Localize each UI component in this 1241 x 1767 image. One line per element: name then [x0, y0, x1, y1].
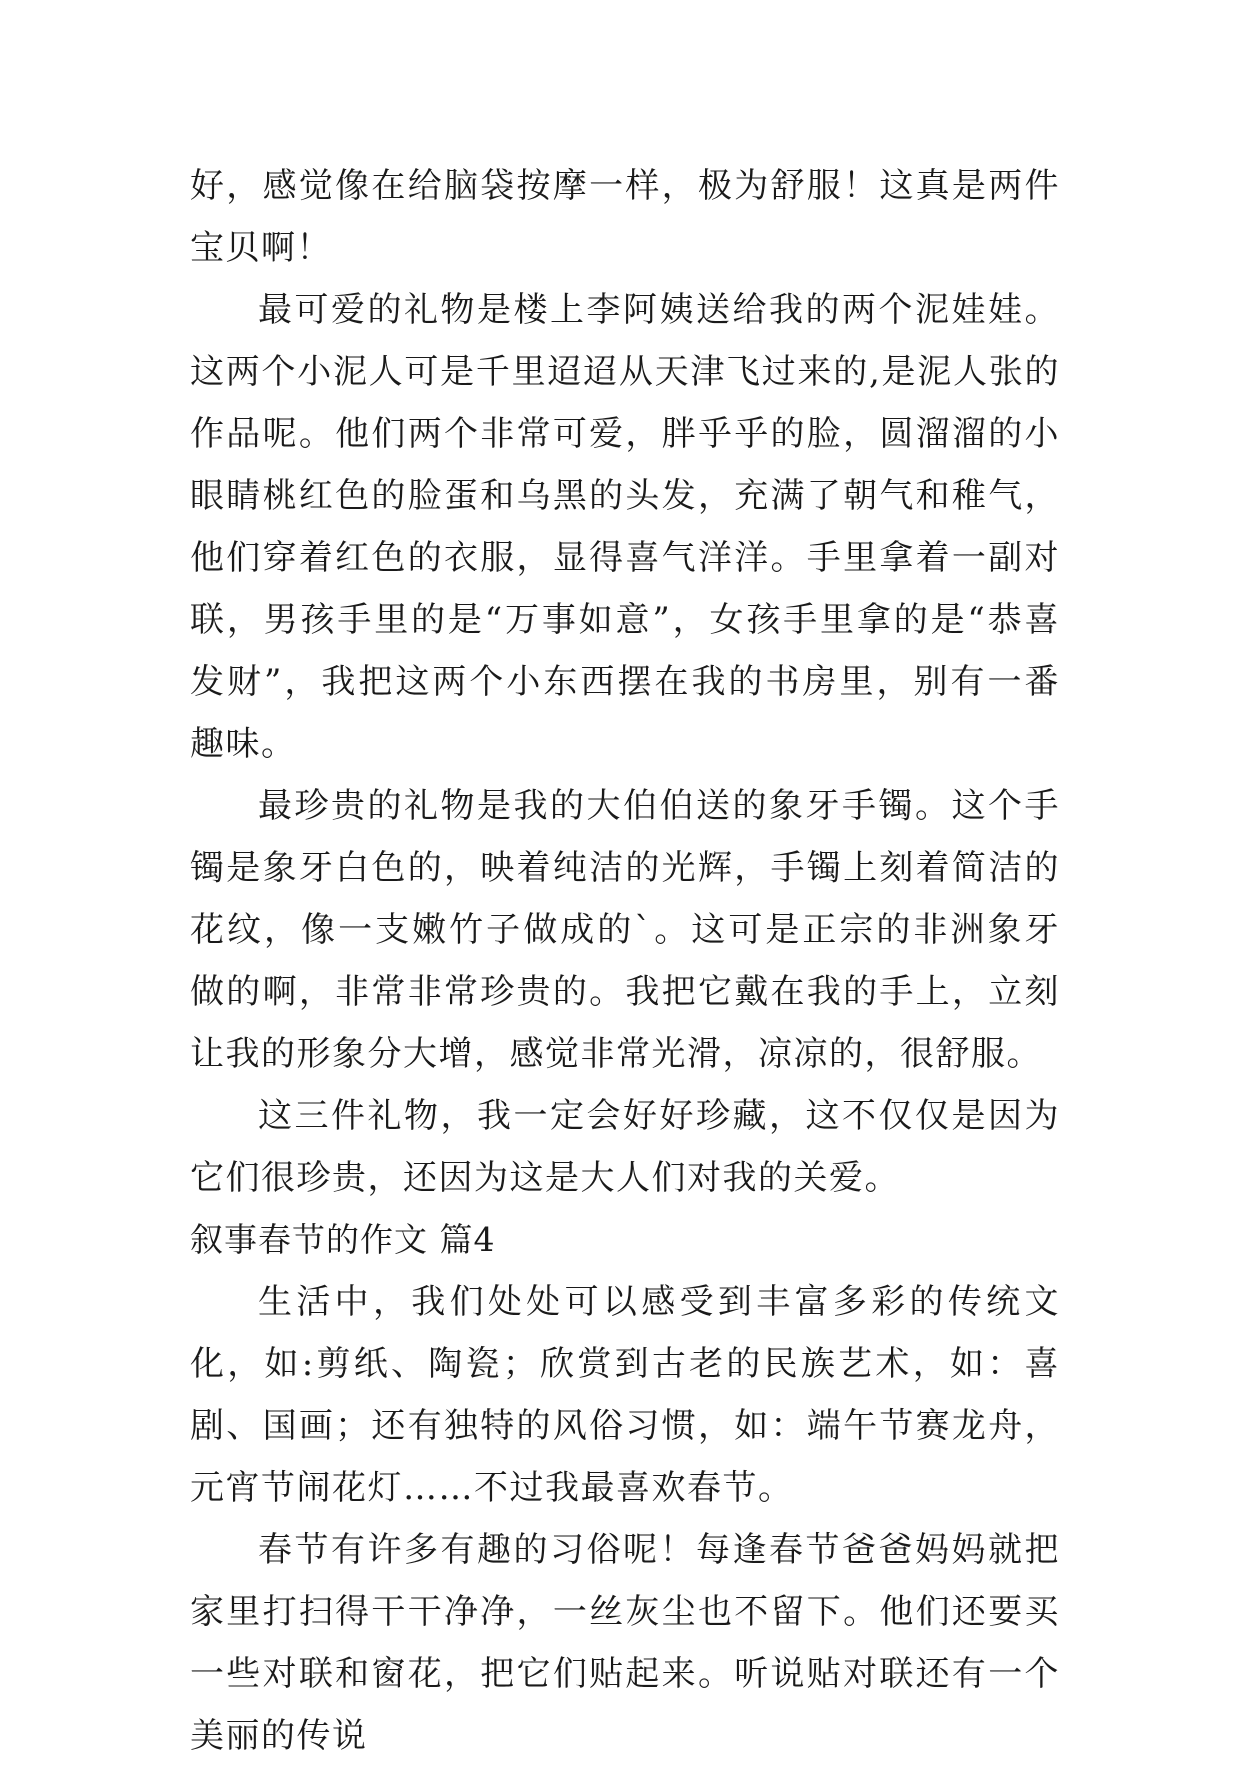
section-heading: 叙事春节的作文 篇4 [190, 1220, 496, 1259]
paragraph-ivory-bracelet: 最珍贵的礼物是我的大伯伯送的象牙手镯。这个手镯是象牙白色的，映着纯洁的光辉，手镯上刻着简洁的花纹，像一支嫩竹子做成的`。这可是正宗的非洲象牙做的啊，非常非常珍贵的。我把它戴在我的手上，立刻让我的形象分大增，感觉非常光滑，凉凉的，很舒服。 [190, 786, 1060, 1074]
paragraph-conclusion: 这三件礼物，我一定会好好珍藏，这不仅仅是因为它们很珍贵，还因为这是大人们对我的关爱。 [190, 1096, 1060, 1198]
paragraph-traditional-culture: 生活中，我们处处可以感受到丰富多彩的传统文化，如:剪纸、陶瓷；欣赏到古老的民族艺术，如：喜剧、国画；还有独特的风俗习惯，如：端午节赛龙舟，元宵节闹花灯……不过我最喜欢春节。 [190, 1282, 1060, 1508]
paragraph-clay-dolls: 最可爱的礼物是楼上李阿姨送给我的两个泥娃娃。这两个小泥人可是千里迢迢从天津飞过来的,是泥人张的作品呢。他们两个非常可爱，胖乎乎的脸，圆溜溜的小眼睛桃红色的脸蛋和乌黑的头发，充满了朝气和稚气，他们穿着红色的衣服，显得喜气洋洋。手里拿着一副对联，男孩手里的是“万事如意”，女孩手里拿的是“恭喜发财”，我把这两个小东西摆在我的书房里，别有一番趣味。 [190, 290, 1060, 764]
paragraph-spring-festival-customs: 春节有许多有趣的习俗呢！每逢春节爸爸妈妈就把家里打扫得干干净净，一丝灰尘也不留下。他们还要买一些对联和窗花，把它们贴起来。听说贴对联还有一个美丽的传说 [190, 1530, 1060, 1756]
paragraph-continuation: 好，感觉像在给脑袋按摩一样，极为舒服！这真是两件宝贝啊！ [190, 166, 1060, 268]
document-body [190, 155, 1060, 1767]
